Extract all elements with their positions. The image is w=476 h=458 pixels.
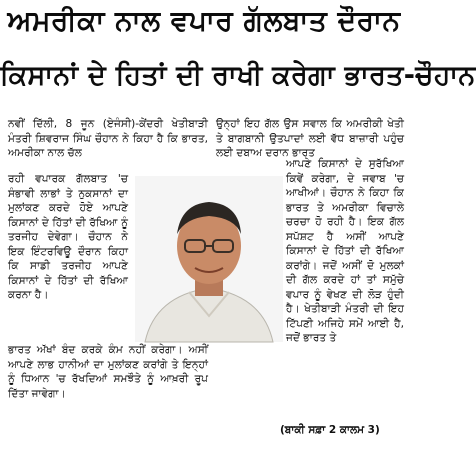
portrait-photo [135, 176, 283, 342]
article-column-left-mid [8, 172, 128, 303]
article-column-right-top [216, 117, 404, 161]
article-paragraph: ਉਨ੍ਹਾਂ ਇਹ ਗੱਲ ਉਸ ਸਵਾਲ ਕਿ ਅਮਰੀਕੀ ਖੇਤੀ ਤੇ ਬਾਗਬਾਨੀ ਉਤਪਾਦਾਂ ਲਈ ਵੱਧ ਬਾਜ਼ਾਰੀ ਪਹੁੰਚ ਲਈ ਦਬਾਅ ਦਰਾਨ ਭਾਰਤ [216, 118, 404, 159]
headline-line-1: ਅਮਰੀਕਾ ਨਾਲ ਵਪਾਰ ਗੱਲਬਾਤ ਦੌਰਾਨ [7, 4, 401, 37]
article-paragraph: ਆਪਣੇ ਕਿਸਾਨਾਂ ਦੇ ਸੁਰੱਖਿਆ ਕਿਵੇਂ ਕਰੇਗਾ, ਦੇ ਜਵਾਬ 'ਚ ਆਖੀਆਂ। ਚੌਹਾਨ ਨੇ ਕਿਹਾ ਕਿ ਭਾਰਤ ਤੇ ਅਮਰੀਕਾ ਵਿਚਾਲੇ ਚਰਚਾ ਹੋ ਰਹੀ ਹੈ। ਇਕ ਗੱਲ ਸਪੱਸ਼ਟ ਹੈ ਅਸੀਂ ਆਪਣੇ ਕਿਸਾਨਾਂ ਦੇ ਹਿੱਤਾਂ ਦੀ ਰੱਖਿਆ ਕਰਾਂਗੇ। ਜਦੋਂ ਅਸੀਂ ਦੋ ਮੁਲਕਾਂ ਦੀ ਗੱਲ ਕਰਦੇ ਹਾਂ ਤਾਂ ਸਮੁੱਚੇ ਵਪਾਰ ਨੂੰ ਵੇਖਣ ਦੀ ਲੋੜ ਹੁੰਦੀ ਹੈ। ਖੇਤੀਬਾੜੀ ਮੰਤਰੀ ਦੀ ਇਹ ਟਿੱਪਣੀ ਅਜਿਹੇ ਸਮੇਂ ਆਈ ਹੈ, ਜਦੋਂ ਭਾਰਤ ਤੇ [286, 158, 404, 344]
article-column-right-mid [286, 157, 404, 346]
continuation-note: (ਬਾਕੀ ਸਫ਼ਾ 2 ਕਾਲਮ 3) [280, 424, 380, 436]
article-paragraph: ਰਹੀ ਵਪਾਰਕ ਗੱਲਬਾਤ 'ਚ ਸੰਭਾਵੀ ਲਾਭਾਂ ਤੇ ਨੁਕਸਾਨਾਂ ਦਾ ਮੁਲਾਂਕਣ ਕਰਦੇ ਹੋਏ ਆਪਣੇ ਕਿਸਾਨਾਂ ਦੇ ਹਿੱਤਾਂ ਦੀ ਰੱਖਿਆ ਨੂੰ ਤਰਜੀਹ ਦੇਵੇਗਾ। ਚੌਹਾਨ ਨੇ ਇਕ ਇੰਟਰਵਿਊ ਦੌਰਾਨ ਕਿਹਾ ਕਿ ਸਾਡੀ ਤਰਜੀਹ ਆਪਣੇ ਕਿਸਾਨਾਂ ਦੇ ਹਿੱਤਾਂ ਦੀ ਰੱਖਿਆ ਕਰਨਾ ਹੈ। [8, 173, 128, 301]
headline-line-2: ਕਿਸਾਨਾਂ ਦੇ ਹਿਤਾਂ ਦੀ ਰਾਖੀ ਕਰੇਗਾ ਭਾਰਤ-ਚੌਹਾਨ [0, 60, 476, 91]
portrait-photo-icon [135, 176, 283, 342]
article-paragraph: ਭਾਰਤ ਅੱਖਾਂ ਬੰਦ ਕਰਕੇ ਕੰਮ ਨਹੀਂ ਕਰੇਗਾ। ਅਸੀਂ ਆਪਣੇ ਲਾਭ ਹਾਨੀਆਂ ਦਾ ਮੁਲਾਂਕਣ ਕਰਾਂਗੇ ਤੇ ਇਨ੍ਹਾਂ ਨੂੰ ਧਿਆਨ 'ਚ ਰੱਖਦਿਆਂ ਸਮਝੌਤੇ ਨੂੰ ਆਖ਼ਰੀ ਰੂਪ ਦਿੱਤਾ ਜਾਵੇਗਾ। [8, 344, 208, 400]
article-column-left-bottom [8, 343, 208, 401]
article-paragraph: ਨਵੀਂ ਦਿੱਲੀ, 8 ਜੂਨ (ਏਜੰਸੀ)-ਕੇਂਦਰੀ ਖੇਤੀਬਾੜੀ ਮੰਤਰੀ ਸ਼ਿਵਰਾਜ ਸਿੰਘ ਚੌਹਾਨ ਨੇ ਕਿਹਾ ਹੈ ਕਿ ਭਾਰਤ, ਅਮਰੀਕਾ ਨਾਲ ਚੱਲ [8, 118, 208, 159]
article-column-left-top [8, 117, 208, 161]
